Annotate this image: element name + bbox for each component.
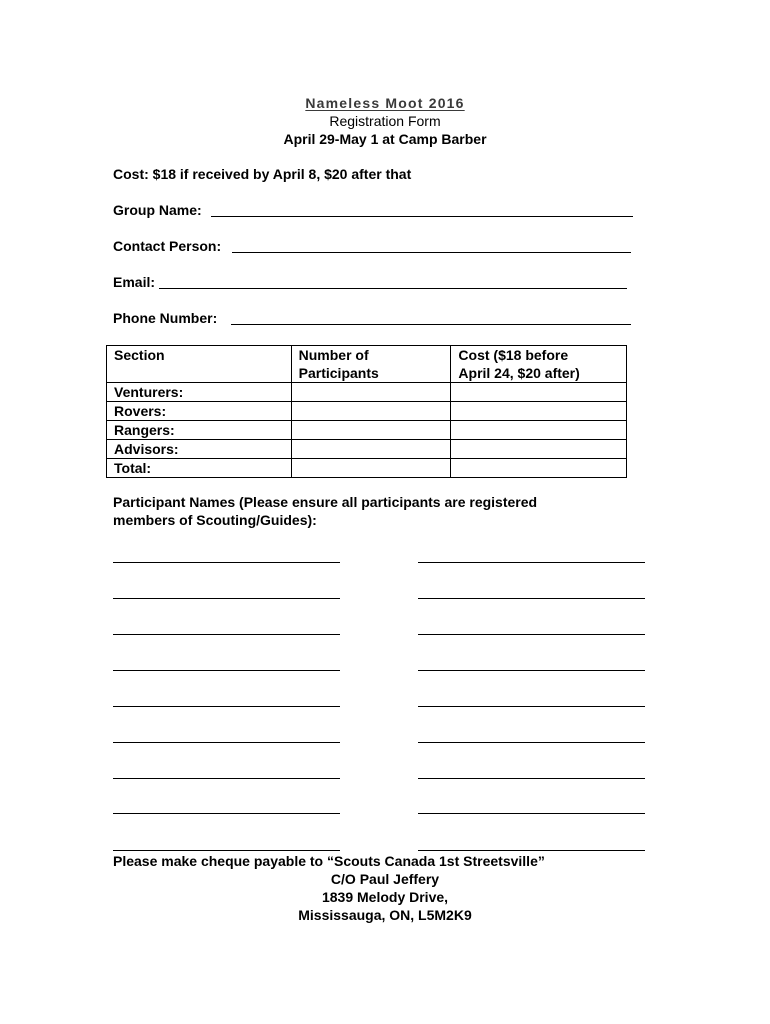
- participant-name-field[interactable]: [418, 598, 645, 599]
- participant-names-heading-line2: members of Scouting/Guides):: [113, 512, 317, 528]
- address-city-line: Mississauga, ON, L5M2K9: [298, 907, 472, 923]
- advisors-cost-cell[interactable]: [451, 440, 627, 459]
- row-label-advisors: Advisors:: [107, 440, 292, 459]
- email-label: Email:: [113, 274, 156, 290]
- participant-name-field[interactable]: [113, 634, 340, 635]
- contact-person-label: Contact Person:: [113, 238, 222, 254]
- participant-name-field[interactable]: [418, 813, 645, 814]
- cheque-payable-line: Please make cheque payable to “Scouts Canada 1st Streetsville”: [113, 853, 545, 869]
- participants-cost-table: [106, 345, 627, 478]
- header-number-of-participants: [291, 346, 451, 383]
- row-label-total: Total:: [107, 459, 292, 478]
- email-field[interactable]: [159, 288, 627, 289]
- cost-note: Cost: $18 if received by April 8, $20 after that: [113, 166, 412, 182]
- form-title: Nameless Moot 2016: [305, 95, 465, 111]
- header-section-text: Section: [114, 347, 165, 363]
- table-row: [107, 421, 627, 440]
- header-cost-line1: Cost ($18 before: [458, 347, 569, 363]
- participant-names-heading-line1: Participant Names (Please ensure all participants are registered: [113, 494, 538, 510]
- form-subtitle: Registration Form: [329, 113, 441, 129]
- participant-name-field[interactable]: [418, 562, 645, 563]
- participant-name-field[interactable]: [113, 813, 340, 814]
- table-row: [107, 383, 627, 402]
- participant-name-field[interactable]: [113, 742, 340, 743]
- table-header-row: [107, 346, 627, 383]
- header-section: [107, 346, 292, 383]
- participant-name-field[interactable]: [418, 742, 645, 743]
- participant-name-field[interactable]: [113, 670, 340, 671]
- group-name-field[interactable]: [211, 216, 633, 217]
- participant-name-field[interactable]: [113, 850, 340, 851]
- table-row: [107, 402, 627, 421]
- row-label-rangers: Rangers:: [107, 421, 292, 440]
- phone-number-label: Phone Number:: [113, 310, 218, 326]
- rovers-cost-cell[interactable]: [451, 402, 627, 421]
- venturers-count-cell[interactable]: [291, 383, 451, 402]
- participant-name-field[interactable]: [418, 670, 645, 671]
- header-cost: [451, 346, 627, 383]
- venturers-cost-cell[interactable]: [451, 383, 627, 402]
- header-cost-line2: April 24, $20 after): [458, 365, 580, 381]
- header-number-line2: Participants: [298, 365, 379, 381]
- participant-name-field[interactable]: [113, 706, 340, 707]
- phone-number-field[interactable]: [231, 324, 631, 325]
- participant-name-field[interactable]: [113, 778, 340, 779]
- group-name-label: Group Name:: [113, 202, 202, 218]
- rangers-cost-cell[interactable]: [451, 421, 627, 440]
- header-number-line1: Number of: [298, 347, 369, 363]
- care-of-line: C/O Paul Jeffery: [330, 871, 440, 887]
- rangers-count-cell[interactable]: [291, 421, 451, 440]
- participant-name-field[interactable]: [418, 634, 645, 635]
- event-dates: April 29-May 1 at Camp Barber: [283, 131, 487, 147]
- total-cost-cell[interactable]: [451, 459, 627, 478]
- total-count-cell[interactable]: [291, 459, 451, 478]
- rovers-count-cell[interactable]: [291, 402, 451, 421]
- row-label-rovers: Rovers:: [107, 402, 292, 421]
- table-row: [107, 459, 627, 478]
- row-label-venturers: Venturers:: [107, 383, 292, 402]
- participant-name-field[interactable]: [113, 598, 340, 599]
- participant-name-field[interactable]: [113, 562, 340, 563]
- participant-name-field[interactable]: [418, 706, 645, 707]
- advisors-count-cell[interactable]: [291, 440, 451, 459]
- participant-name-field[interactable]: [418, 778, 645, 779]
- contact-person-field[interactable]: [232, 252, 631, 253]
- table-row: [107, 440, 627, 459]
- address-street-line: 1839 Melody Drive,: [321, 889, 449, 905]
- participant-name-field[interactable]: [418, 850, 645, 851]
